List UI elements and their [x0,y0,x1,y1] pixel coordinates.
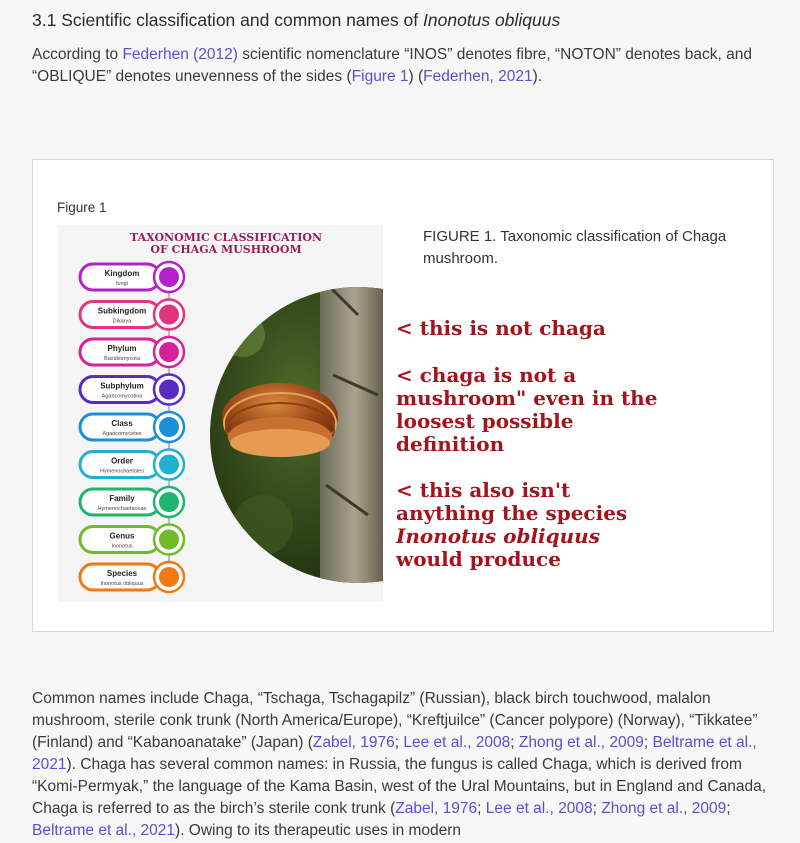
separator: ; [394,734,404,751]
section-title-text: 3.1 Scientific classification and common names of [32,10,419,30]
rank-name: Subkingdom [97,306,147,316]
separator: ; [592,800,602,817]
citation-link[interactable]: Lee et al., 2008 [485,800,593,817]
annotation-line: anything the species [396,501,628,525]
citation-link[interactable]: Zhong et al., 2009 [601,800,727,817]
rank-name: Order [111,456,133,466]
citation-link[interactable]: Zhong et al., 2009 [518,734,644,751]
rank-value: Agaricomycotina [101,393,143,400]
intro-paragraph [32,44,777,88]
separator: ; [726,800,731,817]
caption-label: FIGURE 1 [423,228,493,245]
annotation-line: < this is not chaga [396,316,606,340]
rank-dot [159,492,179,512]
rank-dot [159,417,179,437]
annotation-not-mushroom [396,364,766,456]
figure-image[interactable] [58,225,383,602]
section-title [32,10,560,31]
annotation-species: Inonotus obliquus [396,524,600,548]
rank-dot [159,305,179,325]
body-text: Common names include Chaga, “Tschaga, Tschagapilz” (Russian), black birch touchwood, malalon mushroom, sterile conk trunk (North America/Europe), “Kreftjuilce” (Cancer polypore) (Norway), “Tikkatee” (Finland) and “Kabanoanatake” (Japan) ( [32,690,758,751]
citation-link[interactable]: Zabel, 1976 [312,734,395,751]
infographic-title-line1: TAXONOMIC CLASSIFICATION [129,231,323,244]
rank-name: Kingdom [104,269,140,278]
rank-name: Family [109,494,135,503]
intro-lead: According to [32,46,123,63]
rank-name: Subphylum [100,381,144,391]
rank-value: Basidiomycota [104,356,140,362]
citation-link[interactable]: Federhen, 2021 [423,68,533,85]
annotation-line: < this also isn't [396,478,571,502]
rank-dot [159,530,179,550]
rank-value: Agaricomycetes [102,431,142,437]
section-title-species: Inonotus obliquus [423,10,561,30]
body-text: ). Owing to its therapeutic uses in modern [175,822,462,839]
citation-link[interactable]: Zabel, 1976 [395,800,478,817]
rank-value: Dikarya [112,318,132,325]
rank-dot [159,342,179,362]
rank-list [80,262,184,592]
figure-label: Figure 1 [57,200,107,215]
taxonomy-infographic [58,225,383,602]
separator: ; [510,734,519,751]
annotation-not-species [396,479,766,571]
body-text: ). Chaga has several common names: in Russia, the fungus is called Chaga, which is derived from “Komi-Permyak,” the language of the Kama Basin, west of the Ural Mountains, but in England and Canada, Chaga is referred to as the birch’s sterile conk trunk ( [32,756,767,817]
citation-link[interactable]: Beltrame et al., 2021 [32,822,176,839]
figure-link[interactable]: Figure 1 [351,68,409,85]
annotation-line: < chaga is not a [396,363,577,387]
separator: ; [643,734,653,751]
rank-dot [159,567,179,587]
rank-dot [159,455,179,475]
annotation-line: definition [396,432,505,456]
rank-value: Hymenochaetales [99,468,145,475]
rank-name: Genus [109,531,135,541]
rank-value: Inonotus [111,543,133,550]
figure-caption [423,226,763,270]
annotation-line: mushroom" even in the [396,386,658,410]
rank-name: Class [111,419,133,428]
rank-name: Species [106,569,138,578]
body-paragraph [32,688,772,842]
annotation-not-chaga [396,317,766,340]
citation-link[interactable]: Lee et al., 2008 [403,734,511,751]
intro-text: scientific nomenclature “INOS” denotes fibre, “NOTON” denotes back, and “OBLIQUE” denotes unevenness of the sides ( [32,46,752,85]
intro-text: ) ( [408,68,424,85]
separator: ; [477,800,486,817]
rank-value: Hymenochaetaceae [97,506,147,512]
caption-text: . Taxonomic classification of Chaga mushroom. [423,228,727,267]
figure-container [32,159,774,632]
rank-value: fungi [116,281,128,287]
rank-name: Phylum [107,344,137,353]
citation-link[interactable]: Federhen (2012) [122,46,238,63]
intro-text: ). [532,68,543,85]
rank-value: Inonotus obliquus [100,581,144,587]
annotation-line: would produce [396,547,561,571]
rank-dot [159,267,179,287]
rank-dot [159,380,179,400]
annotation-line: loosest possible [396,409,574,433]
infographic-title-line2: OF CHAGA MUSHROOM [150,243,302,256]
citation-link[interactable]: Beltrame et al., 2021 [32,734,757,773]
